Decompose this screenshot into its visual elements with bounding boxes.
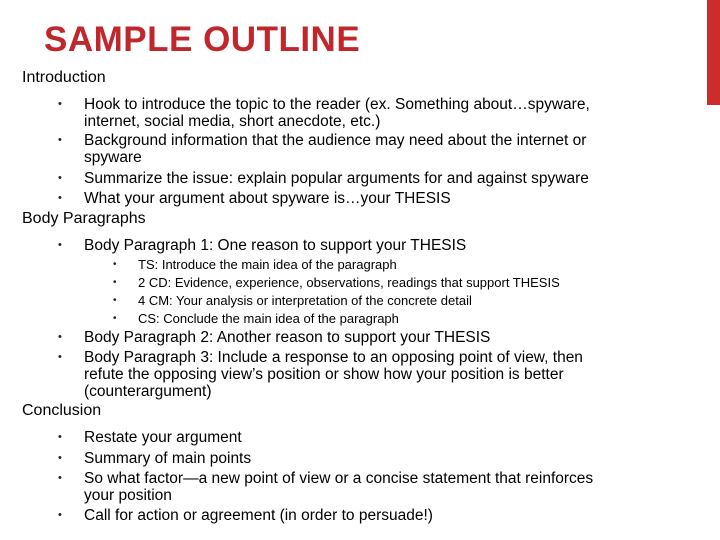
slide-title: SAMPLE OUTLINE xyxy=(44,20,361,59)
bullet-icon: • xyxy=(58,172,62,184)
bullet-icon: • xyxy=(58,239,62,251)
list-item-line: Background information that the audience may need about the internet or xyxy=(84,132,587,149)
sub-bullet-icon: • xyxy=(113,259,117,270)
list-item-line: Body Paragraph 3: Include a response to an opposing point of view, then xyxy=(84,349,583,366)
list-item-line: your position xyxy=(84,487,172,504)
list-item-line: So what factor—a new point of view or a concise statement that reinforces xyxy=(84,470,594,487)
bullet-icon: • xyxy=(58,509,62,521)
bullet-icon: • xyxy=(58,98,62,110)
list-item-line: Body Paragraph 2: Another reason to support your THESIS xyxy=(84,329,491,346)
list-item-line: refute the opposing view’s position or show how your position is better xyxy=(84,366,564,383)
sub-list-item: 2 CD: Evidence, experience, observations, readings that support THESIS xyxy=(138,275,560,290)
sub-bullet-icon: • xyxy=(113,277,117,288)
bullet-icon: • xyxy=(58,431,62,443)
list-item-line: Summarize the issue: explain popular arguments for and against spyware xyxy=(84,170,589,187)
bullet-icon: • xyxy=(58,351,62,363)
bullet-icon: • xyxy=(58,452,62,464)
bullet-icon: • xyxy=(58,134,62,146)
section-heading-body-paragraphs: Body Paragraphs xyxy=(22,210,146,227)
list-item-line: Summary of main points xyxy=(84,450,252,467)
list-item-line: Hook to introduce the topic to the reader (ex. Something about…spyware, xyxy=(84,96,590,113)
bullet-icon: • xyxy=(58,331,62,343)
list-item-line: spyware xyxy=(84,149,142,166)
list-item-line: What your argument about spyware is…your THESIS xyxy=(84,190,451,207)
section-heading-introduction: Introduction xyxy=(22,69,106,86)
accent-bar xyxy=(707,0,720,105)
sub-list-item: 4 CM: Your analysis or interpretation of the concrete detail xyxy=(138,293,472,308)
sub-bullet-icon: • xyxy=(113,295,117,306)
bullet-icon: • xyxy=(58,192,62,204)
section-heading-conclusion: Conclusion xyxy=(22,402,102,419)
sub-bullet-icon: • xyxy=(113,313,117,324)
list-item-line: Call for action or agreement (in order to persuade!) xyxy=(84,507,433,524)
list-item-line: Restate your argument xyxy=(84,429,242,446)
sub-list-item: CS: Conclude the main idea of the paragraph xyxy=(138,311,399,326)
list-item-line: internet, social media, short anecdote, etc.) xyxy=(84,113,381,130)
bullet-icon: • xyxy=(58,472,62,484)
sub-list-item: TS: Introduce the main idea of the paragraph xyxy=(138,257,397,272)
list-item-line: (counterargument) xyxy=(84,383,212,400)
list-item-line: Body Paragraph 1: One reason to support your THESIS xyxy=(84,237,467,254)
